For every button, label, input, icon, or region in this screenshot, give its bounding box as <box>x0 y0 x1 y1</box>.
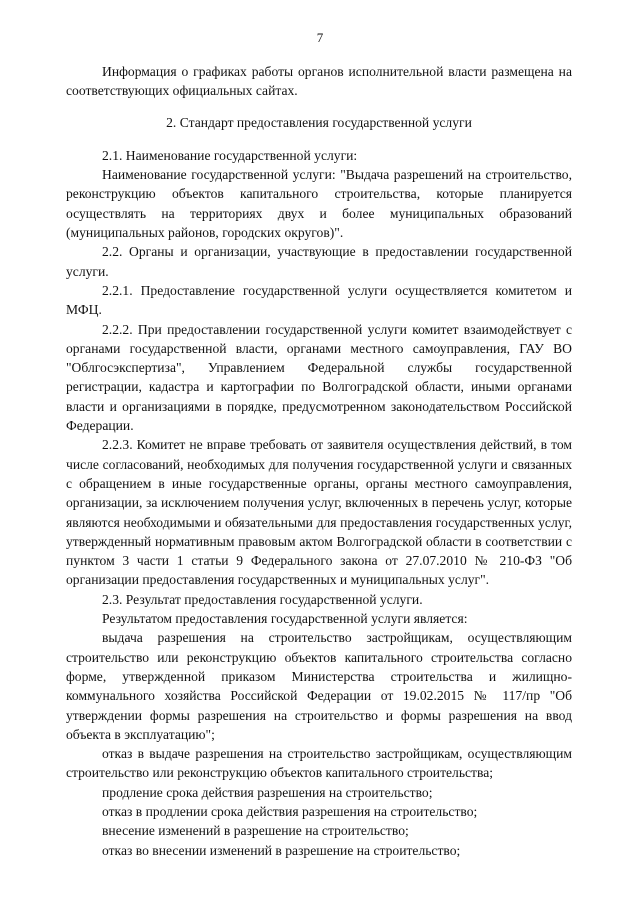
result-item-amendment-refusal: отказ во внесении изменений в разрешение на строительство; <box>102 842 461 858</box>
result-item-extension: продление срока действия разрешения на строительство; <box>102 784 433 800</box>
result-item-amendment: внесение изменений в разрешение на строительство; <box>102 823 409 839</box>
section-heading: 2. Стандарт предоставления государственной услуги <box>166 114 472 130</box>
paragraph-2-2-1: 2.2.1. Предоставление государственной услуги осуществляется комитетом и МФЦ. <box>66 282 572 318</box>
result-item-issue: выдача разрешения на строительство застройщикам, осуществляющим строительство или реконструкцию объектов капитального строительства согласно форме, утвержденной приказом Министерства строительства и жилищно-коммунального хозяйства Российской Федерации от 19.02.2015 № 117/пр "Об утверждении формы разрешения на строительство и формы разрешения на ввод объекта в эксплуатацию"; <box>66 630 572 742</box>
result-item-extension-refusal: отказ в продлении срока действия разрешения на строительство; <box>102 803 478 819</box>
paragraph-2-3: 2.3. Результат предоставления государственной услуги. <box>102 591 423 607</box>
paragraph-schedule-info: Информация о графиках работы органов исполнительной власти размещена на соответствующих официальных сайтах. <box>66 64 572 99</box>
document-body <box>66 62 572 860</box>
paragraph-result-intro: Результатом предоставления государственной услуги является: <box>102 611 468 627</box>
page-number: 7 <box>316 30 324 45</box>
paragraph-2-1: 2.1. Наименование государственной услуги: <box>102 147 358 163</box>
result-item-refusal: отказ в выдаче разрешения на строительство застройщикам, осуществляющим строительство или реконструкцию объектов капитального строительства; <box>66 746 572 781</box>
paragraph-2-2-2: 2.2.2. При предоставлении государственной услуги комитет взаимодействует с органами государственной власти, органами местного самоуправления, ГАУ ВО "Облгосэкспертиза", Управлением Федеральной службы государственной регистрации, кадастра и картографии по Волгоградской области, иными органами власти и организациями в порядке, предусмотренном законодательством Российской Федерации. <box>66 321 572 434</box>
paragraph-2-2-3: 2.2.3. Комитет не вправе требовать от заявителя осуществления действий, в том числе согласований, необходимых для получения государственной услуги и связанных с обращением в иные государственные органы, органы местного самоуправления, организации, за исключением получения услуг, включенных в перечень услуг, которые являются необходимыми и обязательными для предоставления государственных услуг, утвержденный нормативным правовым актом Волгоградской области в соответствии с пунктом 3 части 1 статьи 9 Федерального закона от 27.07.2010 № 210-ФЗ "Об организации предоставления государственных и муниципальных услуг". <box>66 437 572 588</box>
paragraph-service-name: Наименование государственной услуги: "Выдача разрешений на строительство, реконструкцию объектов капитального строительства, которые планируется осуществлять на территориях двух и более муниципальных образований (муниципальных районов, городских округов)". <box>66 167 572 241</box>
paragraph-2-2: 2.2. Органы и организации, участвующие в предоставлении государственной услуги. <box>66 244 572 279</box>
